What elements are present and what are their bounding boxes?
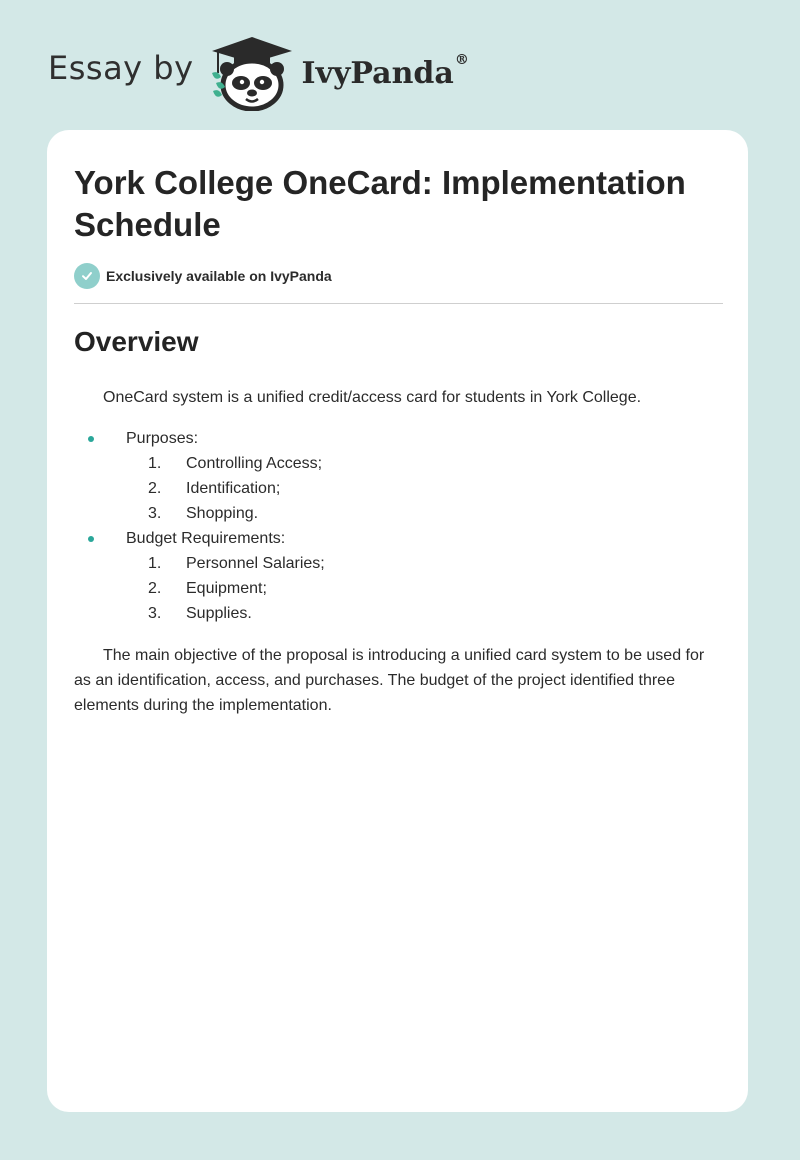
registered-mark: ® [454, 51, 469, 68]
check-circle-icon [74, 263, 100, 289]
list-text: Equipment; [186, 580, 267, 597]
divider [74, 303, 723, 304]
list-number: 3. [148, 505, 162, 522]
site-header [48, 32, 469, 112]
list-number: 2. [148, 480, 162, 497]
list-item [126, 476, 724, 501]
list-number: 1. [148, 555, 162, 572]
list-item [126, 576, 724, 601]
bullet-list [74, 426, 724, 626]
essay-card [47, 130, 748, 1112]
essay-by-label: Essay by [48, 49, 194, 87]
page-title: York College OneCard: Implementation Schedule [74, 164, 686, 243]
bullet-item [74, 426, 724, 526]
list-number: 2. [148, 580, 162, 597]
list-text: Shopping. [186, 505, 259, 522]
list-item [126, 551, 724, 576]
list-item [126, 451, 724, 476]
badge-label: Exclusively available on IvyPanda [106, 268, 332, 284]
bullet-dot [88, 436, 94, 442]
brand-name[interactable]: IvyPanda® [301, 51, 469, 91]
numbered-list [126, 551, 724, 626]
list-text: Controlling Access; [186, 455, 323, 472]
list-text: Supplies. [186, 605, 252, 622]
list-item [126, 601, 724, 626]
bullet-dot [88, 536, 94, 542]
list-item [126, 501, 724, 526]
closing-paragraph: The main objective of the proposal is introducing a unified card system to be used for as an identification, access, and purchases. The budget of the project identified three elements during the implementation. [74, 647, 705, 714]
bullet-label: Budget Requirements: [126, 530, 286, 547]
list-text: Identification; [186, 480, 281, 497]
numbered-list [126, 451, 724, 526]
exclusive-badge [74, 263, 332, 289]
bullet-item [74, 526, 724, 626]
list-text: Personnel Salaries; [186, 555, 325, 572]
panda-logo-icon[interactable] [208, 33, 296, 111]
list-number: 3. [148, 605, 162, 622]
intro-paragraph: OneCard system is a unified credit/access card for students in York College. [103, 389, 642, 406]
list-number: 1. [148, 455, 162, 472]
section-heading: Overview [74, 326, 199, 357]
bullet-label: Purposes: [126, 430, 199, 447]
